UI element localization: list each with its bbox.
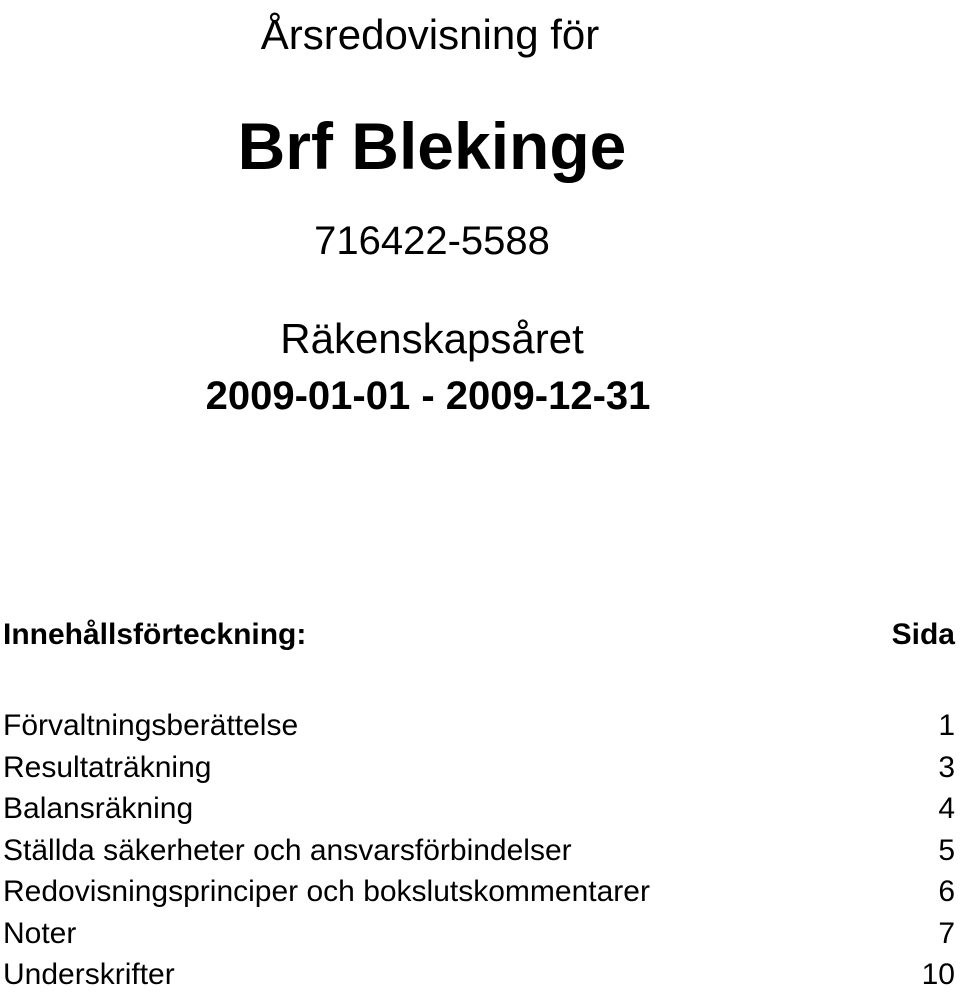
toc-item-page: 6 bbox=[938, 875, 955, 908]
fiscal-year-label: Räkenskapsåret bbox=[280, 315, 584, 362]
toc-item-page: 4 bbox=[938, 792, 955, 825]
toc-item bbox=[3, 871, 955, 913]
toc-item-title: Redovisningsprinciper och bokslutskommentarer bbox=[3, 875, 650, 908]
toc-item-title: Balansräkning bbox=[3, 792, 194, 825]
table-of-contents bbox=[3, 618, 955, 991]
organization-number: 716422-5588 bbox=[314, 219, 550, 263]
toc-item bbox=[3, 747, 955, 789]
toc-item-title: Resultaträkning bbox=[3, 750, 212, 784]
toc-header bbox=[3, 620, 955, 660]
toc-item-page: 7 bbox=[938, 916, 955, 950]
toc-item bbox=[3, 830, 955, 872]
organization-name: Brf Blekinge bbox=[237, 109, 627, 183]
toc-item-page: 1 bbox=[938, 709, 955, 742]
toc-item-title: Förvaltningsberättelse bbox=[3, 709, 299, 742]
toc-item-title: Ställda säkerheter och ansvarsförbindelser bbox=[3, 833, 572, 867]
toc-item-title: Underskrifter bbox=[3, 958, 175, 991]
toc-heading: Innehållsförteckning: bbox=[3, 618, 307, 651]
fiscal-year-range: 2009-01-01 - 2009-12-31 bbox=[205, 374, 651, 418]
toc-item bbox=[3, 954, 955, 996]
toc-list bbox=[3, 705, 955, 996]
toc-item-title: Noter bbox=[3, 916, 77, 950]
toc-item-page: 10 bbox=[921, 958, 955, 991]
toc-item bbox=[3, 913, 955, 955]
toc-page-header: Sida bbox=[891, 618, 955, 651]
toc-item-page: 3 bbox=[938, 750, 955, 784]
toc-item bbox=[3, 788, 955, 830]
toc-item bbox=[3, 705, 955, 747]
toc-item-page: 5 bbox=[938, 833, 955, 867]
report-intro: Årsredovisning för bbox=[260, 11, 600, 58]
